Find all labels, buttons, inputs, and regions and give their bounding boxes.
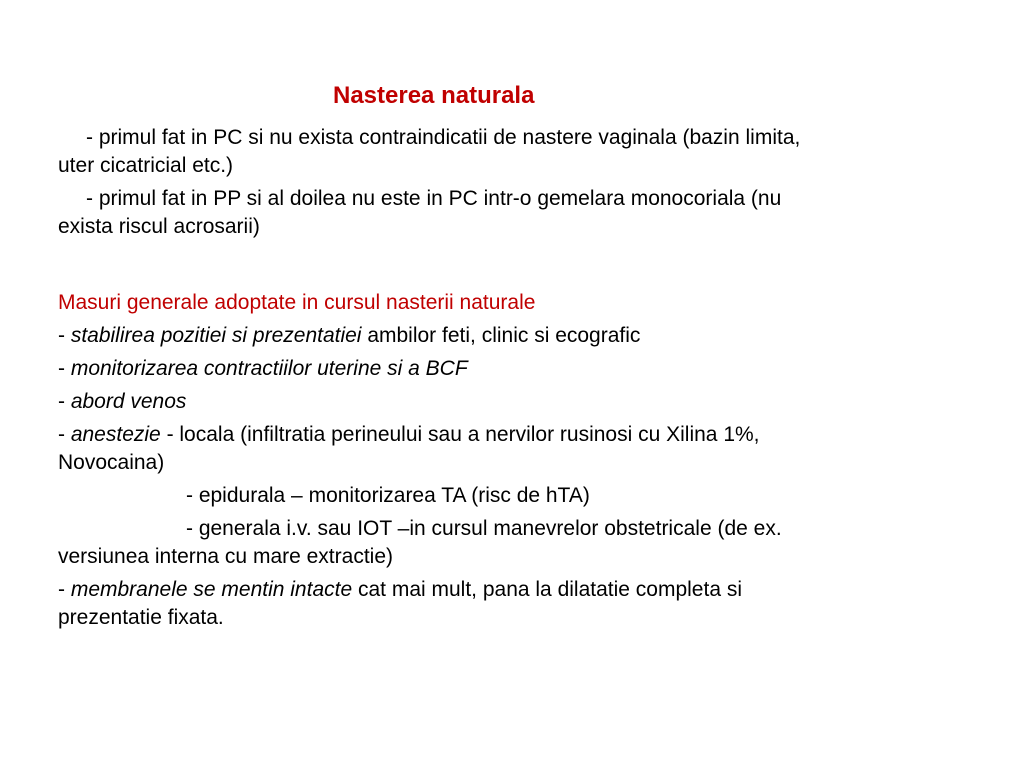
spacer [58, 246, 968, 289]
bullet-italic-text: stabilirea pozitiei si prezentatiei [70, 324, 362, 347]
list-item-line-1 [58, 421, 968, 449]
paragraph-2-line-1: - primul fat in PP si al doilea nu este in PC intr-o gemelara monocoriala (nu [86, 187, 782, 210]
paragraph-1 [58, 124, 968, 180]
bullet-dash: - [58, 390, 71, 413]
list-item [58, 421, 968, 477]
paragraph-2-line-2: exista riscul acrosarii) [58, 215, 260, 238]
epidurala-line: - epidurala – monitorizarea TA (risc de hTA) [186, 484, 590, 507]
bullet-italic-text: membranele se mentin intacte [70, 578, 353, 601]
list-item [58, 388, 968, 416]
bullet-dash: - [58, 324, 71, 347]
bullet-text: - locala (infiltratia perineului sau a nervilor rusinosi cu Xilina 1%, [160, 423, 760, 446]
bullet-dash: - [58, 357, 71, 380]
bullet-text: ambilor feti, clinic si ecografic [361, 324, 641, 347]
list-item [58, 322, 968, 350]
bullet-dash: - [58, 423, 71, 446]
generala-item [58, 515, 968, 571]
bullet-text: cat mai mult, pana la dilatatie completa si [352, 578, 742, 601]
paragraph-1-line-1: - primul fat in PC si nu exista contraindicatii de nastere vaginala (bazin limita, [86, 126, 801, 149]
list-item [58, 355, 968, 383]
generala-line-1: - generala i.v. sau IOT –in cursul manevrelor obstetricale (de ex. [186, 517, 782, 540]
bullet-dash: - [58, 578, 71, 601]
bullet-italic-text: monitorizarea contractiilor uterine si a BCF [70, 357, 468, 380]
list-item-line-2: prezentatie fixata. [58, 606, 224, 629]
slide-body [58, 124, 968, 637]
list-item-line-2: Novocaina) [58, 451, 165, 474]
bullet-italic-text: abord venos [70, 390, 187, 413]
list-item-line-1 [58, 576, 968, 604]
list-item [58, 576, 968, 632]
paragraph-1-line-2: uter cicatricial etc.) [58, 154, 234, 177]
slide-title: Nasterea naturala [333, 82, 535, 109]
generala-line-2: versiunea interna cu mare extractie) [58, 545, 393, 568]
paragraph-2 [58, 185, 968, 241]
section-heading: Masuri generale adoptate in cursul nasterii naturale [58, 291, 536, 314]
bullet-italic-text: anestezie [70, 423, 161, 446]
